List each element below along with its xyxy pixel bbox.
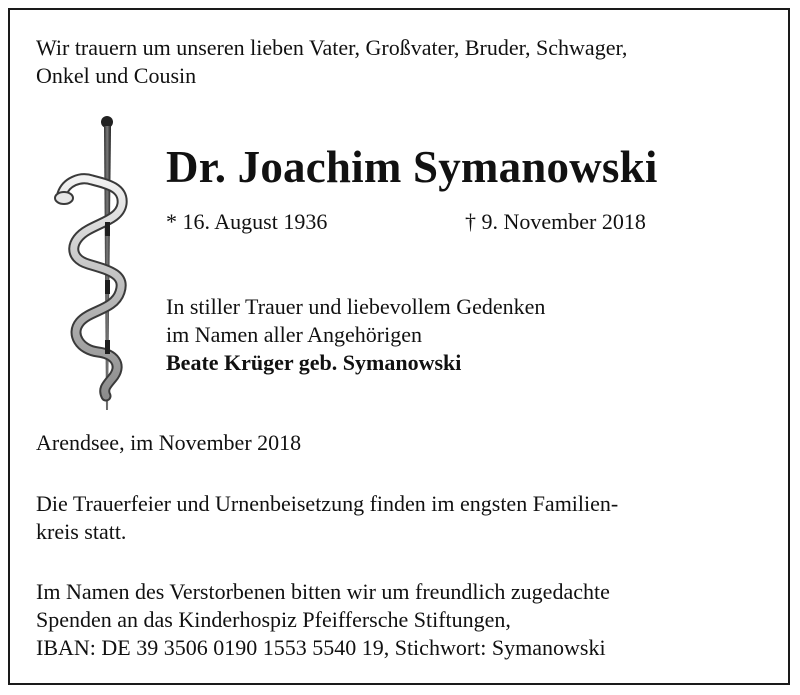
- rod-of-asclepius-icon: [50, 112, 130, 412]
- mourning-block: [166, 293, 545, 377]
- deceased-name: Dr. Joachim Symanowski: [166, 142, 658, 192]
- death-date: † 9. November 2018: [465, 209, 646, 234]
- intro-text: [36, 34, 627, 90]
- donation-info: [36, 578, 610, 662]
- mourning-line-1: In stiller Trauer und liebevollem Gedenken: [166, 294, 546, 319]
- funeral-info: [36, 490, 618, 546]
- mourning-line-2: im Namen aller Angehörigen: [166, 322, 422, 347]
- intro-line-1: Wir trauern um unseren lieben Vater, Großvater, Bruder, Schwager,: [36, 35, 628, 60]
- funeral-line-2: kreis statt.: [36, 519, 127, 544]
- birth-date: * 16. August 1936: [166, 209, 328, 234]
- place-date: Arendsee, im November 2018: [36, 430, 302, 455]
- donation-line-1: Im Namen des Verstorbenen bitten wir um freundlich zugedachte: [36, 579, 610, 604]
- funeral-line-1: Die Trauerfeier und Urnenbeisetzung finden im engsten Familien-: [36, 491, 619, 516]
- obituary-notice: [8, 8, 790, 685]
- donation-line-3: IBAN: DE 39 3506 0190 1553 5540 19, Stichwort: Symanowski: [36, 635, 606, 660]
- intro-line-2: Onkel und Cousin: [36, 63, 197, 88]
- donation-line-2: Spenden an das Kinderhospiz Pfeiffersche Stiftungen,: [36, 607, 511, 632]
- mourner-name: Beate Krüger geb. Symanowski: [166, 350, 462, 375]
